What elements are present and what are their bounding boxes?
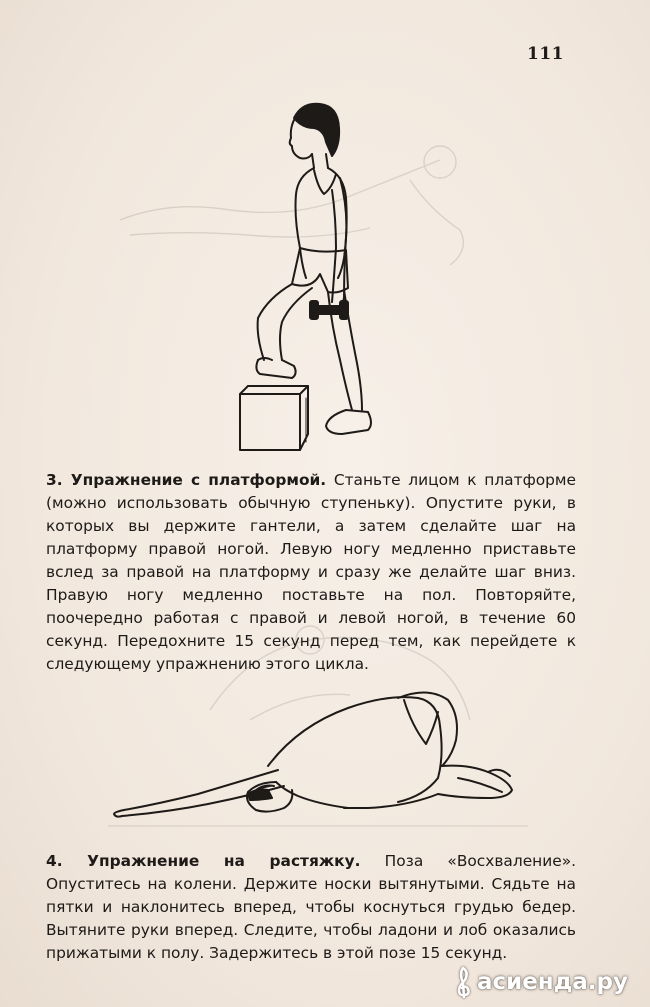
exercise-4-title: 4. Упражнение на растяжку.: [46, 852, 361, 870]
platform-step-illustration: [228, 98, 398, 453]
treble-clef-icon: [453, 966, 473, 998]
watermark-text: асиенда.ру: [476, 969, 628, 995]
exercise-3-title: 3. Упражнение с платформой.: [46, 471, 327, 489]
exercise-4-paragraph: [46, 850, 576, 965]
stretch-pose-illustration: [108, 686, 528, 836]
page-number: 111: [527, 44, 564, 64]
exercise-4-body: Поза «Восхваление». Опуститесь на колени. Держите носки вытянутыми. Сядьте на пятки и наклонитесь вперед, чтобы коснуться грудью бедер. Вытяните руки вперед. Следите, чтобы ладони и лоб оказались прижатыми к полу. Задержитесь в этой позе 15 секунд.: [46, 852, 577, 962]
exercise-3-body: Станьте лицом к платформе (можно использовать обычную ступеньку). Опустите руки, в которых вы держите гантели, а затем сделайте шаг на платформу правой ногой. Левую ногу медленно приставьте вслед за правой на платформу и сразу же делайте шаг вниз. Правую ногу медленно поставьте на пол. Повторяйте, поочередно работая с правой и левой ногой, в течение 60 секунд. Передохните 15 секунд перед тем, как перейдете к следующему упражнению этого цикла.: [46, 471, 576, 673]
site-watermark: [453, 965, 628, 999]
exercise-3-paragraph: [46, 469, 576, 676]
